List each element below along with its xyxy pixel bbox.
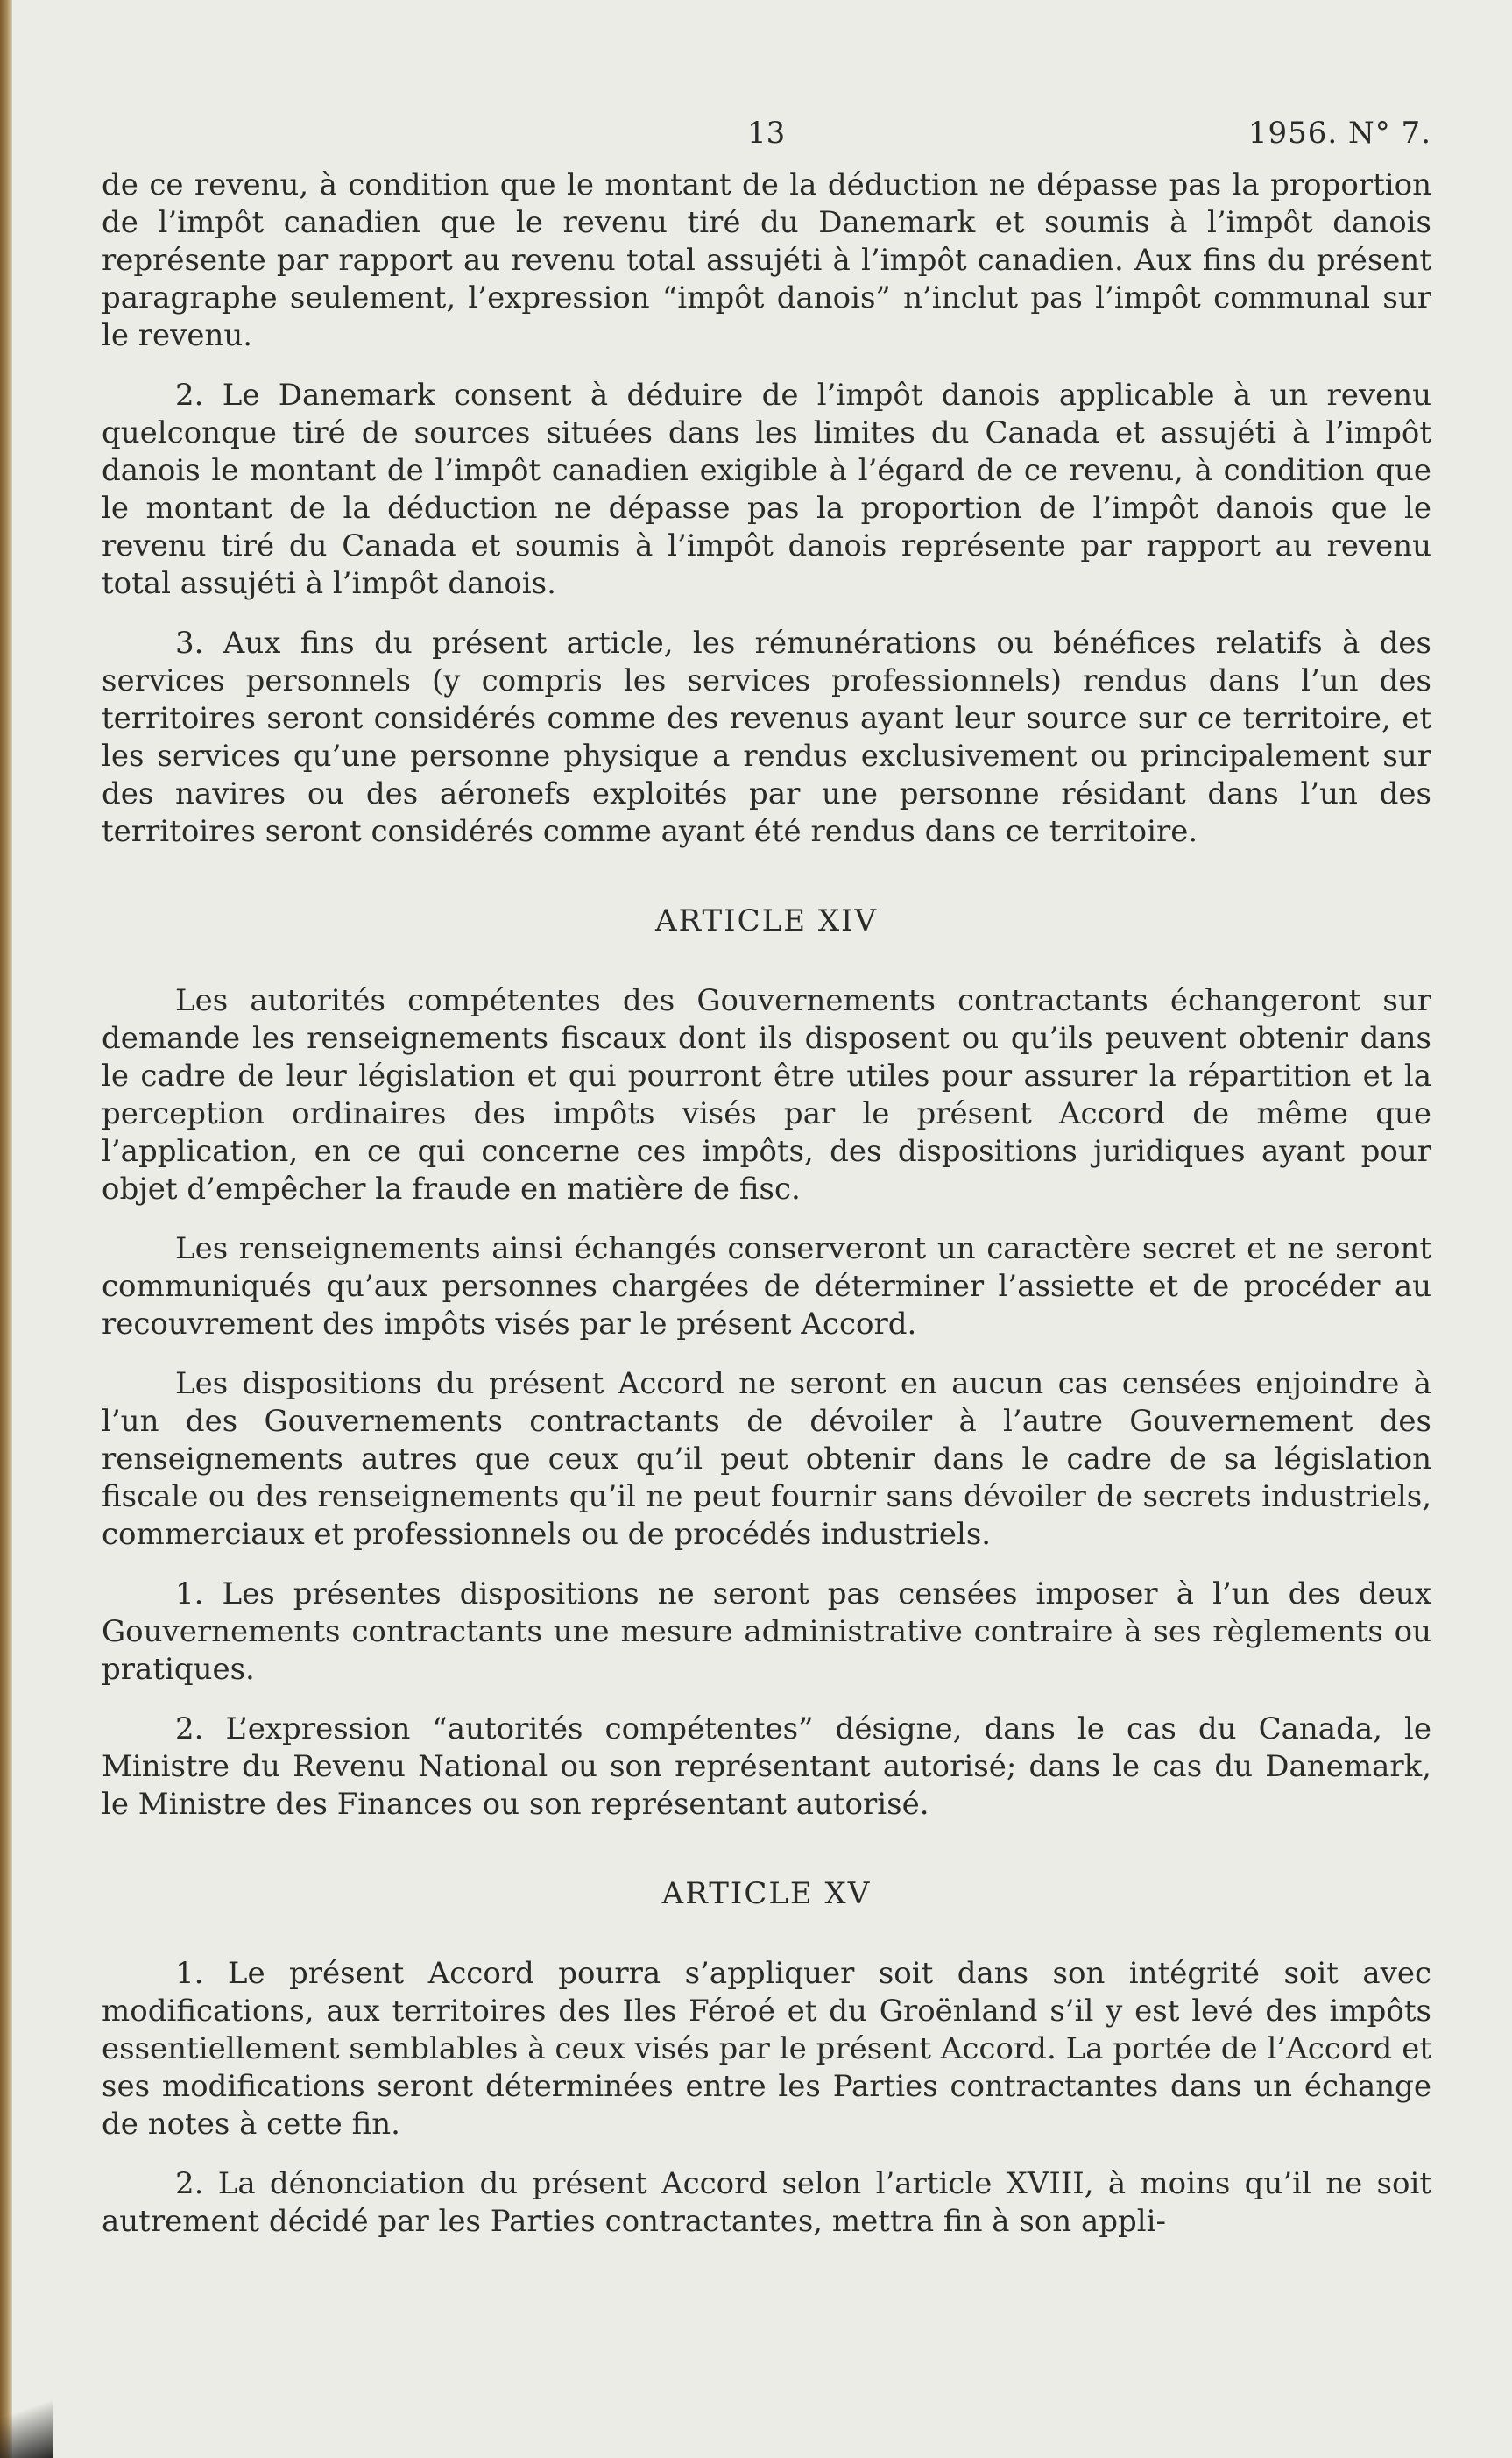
article-xv-heading: ARTICLE XV xyxy=(661,1876,872,1911)
paragraph-section-3: 3. Aux fins du présent article, les rémunérations ou bénéfices relatifs à des services personnels (y compris les services professionnels) rendus dans l’un des territoires seront considérés comme des revenus ayant leur source sur ce territoire, et les services qu’une personne physique a rendus exclusivement ou principalement sur des navires ou des aéronefs exploités par une personne résidant dans l’un des territoires seront considérés comme ayant été rendus dans ce territoire. xyxy=(102,626,1431,849)
article-xiv-paragraph-1: Les autorités compétentes des Gouvernements contractants échangeront sur demande les renseignements fiscaux dont ils disposent ou qu’ils peuvent obtenir dans le cadre de leur législation et qui pourront être utiles pour assurer la répartition et la perception ordinaires des impôts visés par le présent Accord de même que l’application, en ce qui concerne ces impôts, des dispositions juridiques ayant pour objet d’empêcher la fraude en matière de fisc. xyxy=(102,983,1431,1207)
article-xiv-paragraph-4: 1. Les présentes dispositions ne seront pas censées imposer à l’un des deux Gouvernements contractants une mesure administrative contraire à ses règlements ou pratiques. xyxy=(102,1576,1431,1687)
page-corner-shadow xyxy=(0,2379,53,2458)
article-xiv-paragraph-2: Les renseignements ainsi échangés conserveront un caractère secret et ne seront communiqués qu’aux personnes chargées de déterminer l’assiette et de procéder au recouvrement des impôts visés par le présent Accord. xyxy=(102,1231,1431,1342)
page-binding-edge xyxy=(0,0,12,2458)
document-page xyxy=(102,105,1431,2263)
article-xiv-paragraph-5: 2. L’expression “autorités compétentes” désigne, dans le cas du Canada, le Ministre du Revenu National ou son représentant autorisé; dans le cas du Danemark, le Ministre des Finances ou son représentant autorisé. xyxy=(102,1711,1431,1822)
page-number: 13 xyxy=(747,116,786,151)
article-xiv-heading: ARTICLE XIV xyxy=(654,903,879,939)
paragraph-continuation: de ce revenu, à condition que le montant de la déduction ne dépasse pas la proportion de l’impôt canadien que le revenu tiré du Danemark et soumis à l’impôt danois représente par rapport au revenu total assujéti à l’impôt canadien. Aux fins du présent paragraphe seulement, l’expression “impôt danois” n’inclut pas l’impôt communal sur le revenu. xyxy=(102,167,1431,353)
article-xv-paragraph-2: 2. La dénonciation du présent Accord selon l’article XVIII, à moins qu’il ne soit autrement décidé par les Parties contractantes, mettra fin à son appli- xyxy=(102,2166,1431,2239)
running-head xyxy=(102,105,1431,166)
article-xiv-paragraph-3: Les dispositions du présent Accord ne seront en aucun cas censées enjoindre à l’un des Gouvernements contractants de dévoiler à l’autre Gouvernement des renseignements autres que ceux qu’il peut obtenir dans le cadre de sa législation fiscale ou des renseignements qu’il ne peut fournir sans dévoiler de secrets industriels, commerciaux et professionnels ou de procédés industriels. xyxy=(102,1366,1431,1552)
issue-reference: 1956. N° 7. xyxy=(1247,116,1431,151)
paragraph-section-2: 2. Le Danemark consent à déduire de l’impôt danois applicable à un revenu quelconque tiré de sources situées dans les limites du Canada et assujéti à l’impôt danois le montant de l’impôt canadien exigible à l’égard de ce revenu, à condition que le montant de la déduction ne dépasse pas la proportion de l’impôt danois que le revenu tiré du Canada et soumis à l’impôt danois représente par rapport au revenu total assujéti à l’impôt danois. xyxy=(102,378,1431,601)
article-xv-paragraph-1: 1. Le présent Accord pourra s’appliquer soit dans son intégrité soit avec modifications, aux territoires des Iles Féroé et du Groënland s’il y est levé des impôts essentiellement semblables à ceux visés par le présent Accord. La portée de l’Accord et ses modifications seront déterminées entre les Parties contractantes dans un échange de notes à cette fin. xyxy=(102,1956,1431,2142)
